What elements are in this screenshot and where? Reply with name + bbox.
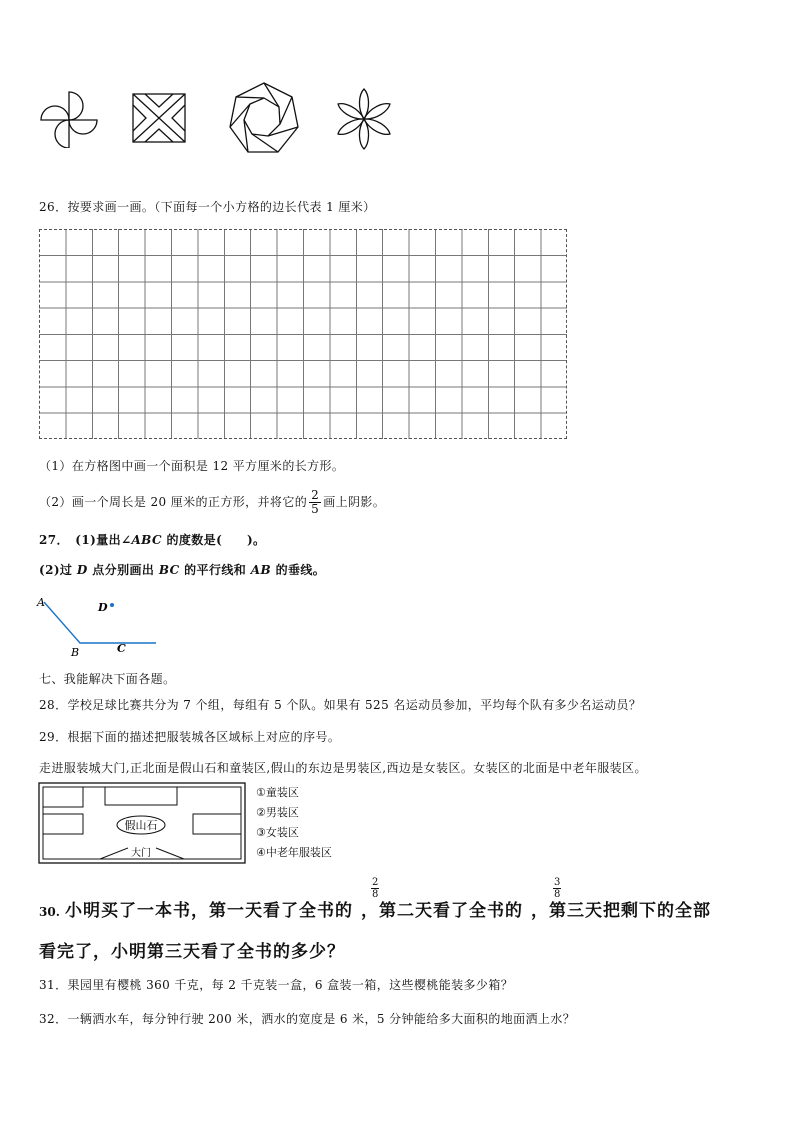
q30-fraction-1 [371, 877, 379, 900]
clothing-mall-map [38, 782, 246, 864]
label-d: D [98, 601, 108, 614]
fraction-denominator: 8 [554, 889, 561, 900]
square-grid[interactable] [39, 229, 567, 439]
zone-mid-left [43, 814, 83, 834]
heptagon-figure [226, 80, 302, 156]
rock-label: 假山石 [124, 819, 158, 832]
pinwheel-figure [36, 88, 104, 148]
q27-line1-end: 的度数是( )。 [161, 533, 266, 547]
zone-mid-right [193, 814, 241, 834]
q26-sub1: （1）在方格图中画一个面积是 12 平方厘米的长方形。 [39, 459, 345, 473]
legend-item-3: ③女装区 [256, 826, 299, 839]
q30-part1: 小明买了一本书，第一天看了全书的 [64, 901, 353, 921]
q26-title: 26．按要求画一画。（下面每一个小方格的边长代表 1 厘米） [39, 200, 376, 214]
q29-description: 走进服装城大门,正北面是假山石和童装区,假山的东边是男装区,西边是女装区。女装区的北面是中老年服装区。 [39, 761, 647, 775]
q26-fraction [309, 489, 321, 516]
q31-text: 31．果园里有樱桃 360 千克，每 2 千克装一盒，6 盒装一箱，这些樱桃能装多少箱？ [39, 978, 514, 992]
fraction-numerator: 3 [554, 877, 561, 888]
label-b: B [71, 646, 80, 658]
flower-figure [331, 86, 397, 152]
q28-text: 28．学校足球比赛共分为 7 个组，每组有 5 个队。如果有 525 名运动员参加，平均每个队有多少名运动员？ [39, 698, 642, 712]
q32-text: 32．一辆洒水车，每分钟行驶 200 米，洒水的宽度是 6 米，5 分钟能给多大面积的地面洒上水？ [39, 1012, 576, 1026]
fraction-denominator: 8 [372, 889, 379, 900]
q27-line2-end: 的垂线。 [271, 563, 326, 577]
q26-sub2-before: （2）画一个周长是 20 厘米的正方形，并将它的 [39, 495, 308, 509]
section-7-title: 七、我能解决下面各题。 [39, 672, 176, 686]
q26-sub2 [39, 484, 385, 520]
q30-number: 30. [39, 905, 60, 919]
gate-label: 大门 [131, 848, 151, 859]
map-legend [256, 783, 332, 863]
point-d-ref: D [76, 563, 88, 577]
q30-line2: 看完了，小明第三天看了全书的多少？ [39, 942, 345, 962]
legend-item-1: ①童装区 [256, 786, 299, 799]
angle-figure [34, 592, 164, 658]
q30-part3: ，第三天把剩下的全部 [530, 901, 711, 921]
x-shape-figure [131, 92, 187, 144]
q27-line1-text: 27． (1)量出∠ [39, 533, 132, 547]
zone-top-left [43, 787, 83, 807]
label-c: C [117, 642, 126, 655]
legend-item-4: ④中老年服装区 [256, 846, 332, 859]
q27-line2-start: (2)过 [39, 563, 77, 577]
zone-top-center [105, 787, 177, 805]
fraction-denominator: 5 [311, 502, 320, 516]
q27-line2 [39, 561, 325, 579]
q29-title: 29．根据下面的描述把服装城各区域标上对应的序号。 [39, 730, 341, 744]
legend-item-2: ②男装区 [256, 806, 299, 819]
q26-sub2-after: 画上阴影。 [323, 495, 386, 509]
q27-line2-mid2: 的平行线和 [179, 563, 251, 577]
point-d-dot [110, 603, 114, 607]
q27-line2-mid: 点分别画出 [87, 563, 159, 577]
segment-bc-ref: BC [158, 563, 180, 577]
label-a: A [37, 596, 45, 609]
q30-fraction-2 [553, 877, 561, 900]
q27-line1 [39, 531, 265, 549]
segment-ab-ref: AB [250, 563, 271, 577]
fraction-numerator: 2 [311, 488, 320, 502]
q30-part2: ，第二天看了全书的 [360, 901, 523, 921]
angle-abc-label: ABC [131, 533, 162, 547]
fraction-numerator: 2 [372, 877, 379, 888]
